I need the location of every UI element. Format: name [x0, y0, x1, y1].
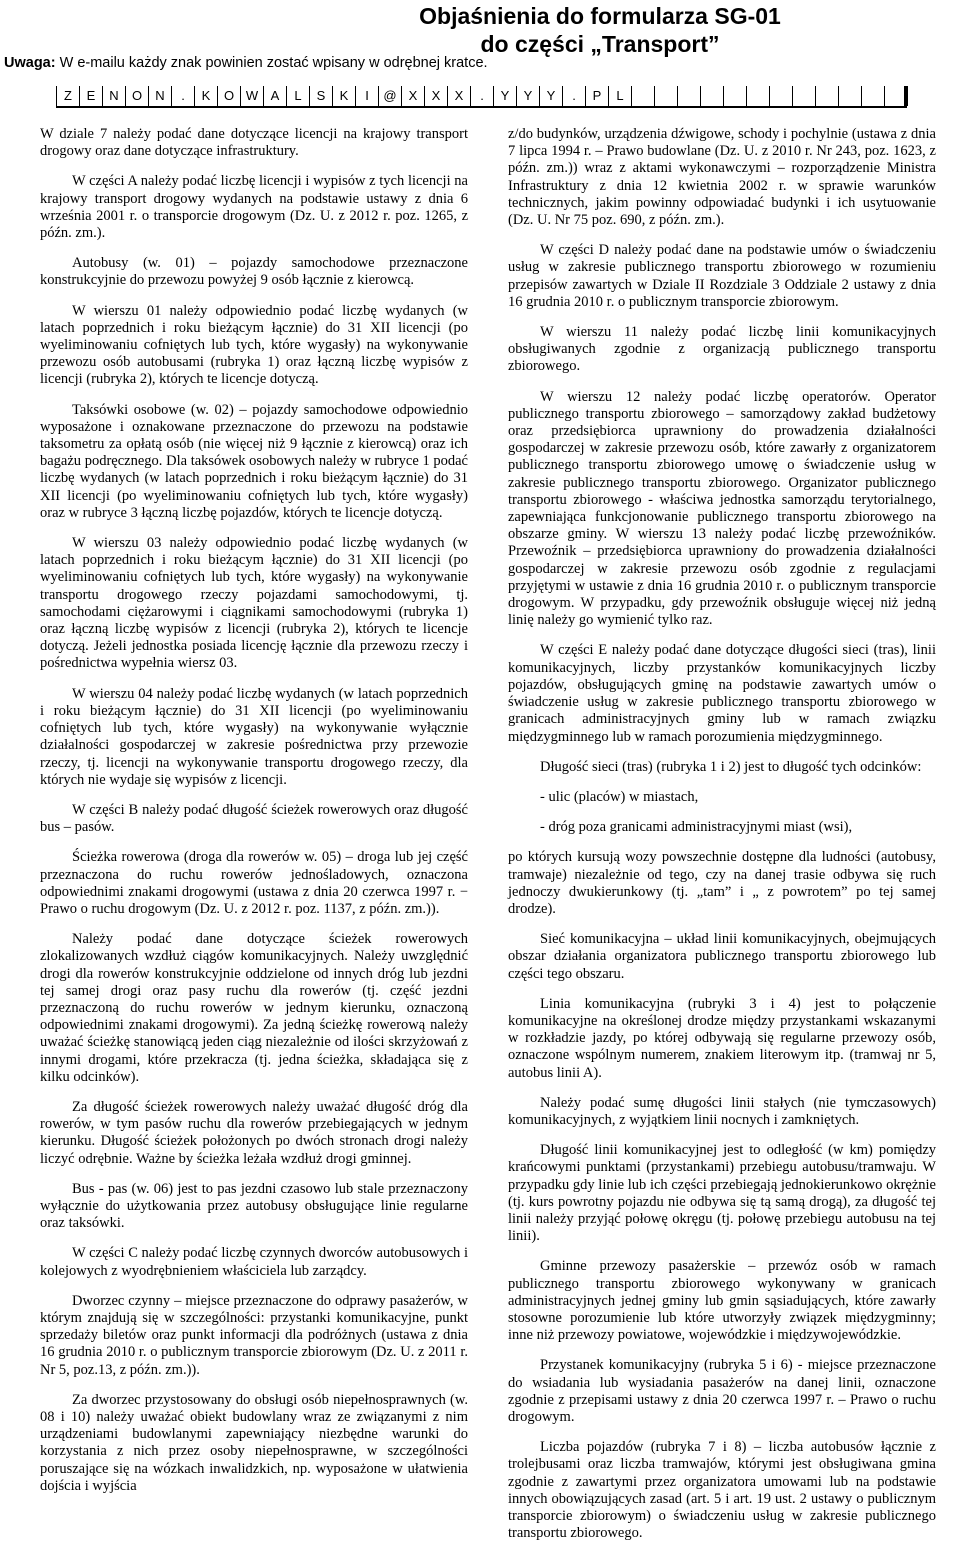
email-char-cell — [907, 86, 930, 106]
email-char-cell: Z — [56, 86, 79, 106]
left-paragraph: W części B należy podać długość ścieżek rowerowych oraz długość bus – pasów. — [40, 801, 468, 836]
email-char-cell: K — [194, 86, 217, 106]
email-char-cell: N — [148, 86, 171, 106]
right-paragraph: Gminne przewozy pasażerskie – przewóz osób w ramach publicznego transportu zbiorowego wykonywany w granicach administracyjnych jednej gminy lub gmin sąsiadujących, które zawarły stosowne porozumienie lub które utworzyły związek międzygminny; inne niż przewozy powiatowe, wojewódzkie i międzywojewódzkie. — [508, 1258, 936, 1344]
email-char-cell — [861, 86, 884, 106]
email-char-cell: Y — [493, 86, 516, 106]
right-paragraph: W części E należy podać dane dotyczące długości sieci (tras), linii komunikacyjnych, liczby przystanków komunikacyjnych liczby pojazdów, obsługujących gminę na podstawie zawartych umów o świadczenie usług w zakresie publicznego transportu zbiorowego w granicach administracyjnych gminy lub w ramach związku międzygminnego lub w ramach porozumienia międzygminnego. — [508, 642, 936, 745]
uwaga-label: Uwaga: — [4, 55, 56, 71]
right-paragraph: Długość sieci (tras) (rubryka 1 i 2) jest to długość tych odcinków: — [540, 758, 922, 775]
left-paragraph: Bus - pas (w. 06) jest to pas jezdni czasowo lub stale przeznaczony wyłącznie do użytkowania przez autobusy obsługujące linie regularne oraz taksówki. — [40, 1180, 468, 1232]
right-paragraph: Długość linii komunikacyjnej jest to odległość (w km) pomiędzy krańcowymi punktami (przystankami) przebiegu autobusu/tramwaju. W przypadku gdy linie lub ich części przebiegają jednokierunkowo okrężnie (tj. kurs powrotny pojazdu nie odbywa się tą samą drogą), za długość tej linii należy przyjąć połowę okręgu (tj. połowę przebiegu autobusu na tej linii). — [508, 1142, 936, 1245]
email-char-cell: X — [401, 86, 424, 106]
email-char-cell: A — [263, 86, 286, 106]
email-char-cell — [746, 86, 769, 106]
right-paragraph: - dróg poza granicami administracyjnymi miast (wsi), — [540, 819, 853, 836]
email-char-cell: I — [355, 86, 378, 106]
right-paragraph: W wierszu 12 należy podać liczbę operatorów. Operator publicznego transportu zbiorowego – samorządowy zakład budżetowy oraz przedsiębiorca uprawniony do prowadzenia działalności gospodarczej w zakresie przewozu osób, które zawarły z organizatorem publicznego transportu zbiorowego umowę o świadczenie usług w zakresie publicznego transportu zbiorowego. Organizator publicznego transportu zbiorowego - właściwa jednostka samorządu terytorialnego, zapewniająca funkcjonowanie publicznego transportu zbiorowego na obszarze gminy. W wierszu 13 należy podać liczbę przewoźników. Przewoźnik – przedsiębiorca uprawniony do prowadzenia działalności gospodarczej w zakresie przewozu osób zgodnie z regulacjami przyjętymi w ustawie z dnia 16 grudnia 2010 r. o publicznym transporcie drogowym. W przypadku, gdy przewoźnik obsługuje więcej niż jedną linię należy go wymienić tylko raz. — [508, 388, 936, 629]
left-paragraph: Za długość ścieżek rowerowych należy uważać długość dróg dla rowerów, w tym pasów ruchu dla rowerów przebiegających w jednym kierunku. Długość ścieżek położonych po dwóch stronach drogi należy liczyć odrębnie. Ważne by ścieżka leżała wzdłuż drogi gminnej. — [40, 1098, 468, 1167]
right-paragraph: Sieć komunikacyjna – układ linii komunikacyjnych, obejmujących obszar działania organizatora publicznego transportu zbiorowego lub części tego obszaru. — [508, 931, 936, 982]
email-char-cell: S — [309, 86, 332, 106]
email-char-cell — [792, 86, 815, 106]
right-column — [508, 126, 936, 1555]
email-char-cell — [815, 86, 838, 106]
email-char-cell: L — [608, 86, 631, 106]
left-paragraph: Autobusy (w. 01) – pojazdy samochodowe przeznaczone konstrukcyjnie do przewozu powyżej 9 osób łącznie z kierowcą. — [40, 255, 468, 289]
email-char-cell: Y — [516, 86, 539, 106]
left-paragraph: Dworzec czynny – miejsce przeznaczone do odprawy pasażerów, w którym znajdują się w szczególności: przystanki komunikacyjne, punkt sprzedaży biletów oraz punkt informacji dla podróżnych (ustawa z dnia 16 grudnia 2010 r. o publicznym transporcie zbiorowym (Dz. U. z 2011 r. Nr 5, poz.13, z późn. zm.)). — [40, 1292, 468, 1378]
right-paragraph: W wierszu 11 należy podać liczbę linii komunikacyjnych obsługiwanych zgodnie z organizacją publicznego transportu zbiorowego. — [508, 324, 936, 375]
email-char-cell: Y — [539, 86, 562, 106]
email-char-cell — [654, 86, 677, 106]
right-paragraph: po których kursują wozy powszechnie dostępne dla ludności (autobusy, tramwaje) niezależnie od tego, czy na danej trasie odbywa się ruch jednoczy dwukierunkowy (tj. „tam” i „ z powrotem” po tej samej drodze). — [508, 849, 936, 917]
right-paragraph: z/do budynków, urządzenia dźwigowe, schody i pochylnie (ustawa z dnia 7 lipca 1994 r. – Prawo budowlane (Dz. U. z 2010 r. Nr 243, poz. 1623, z późn. zm.)) wraz z aktami wykonawczymi – rozporządzenie Ministra Infrastruktury z dnia 12 kwietnia 2002 r. w sprawie warunków technicznych, jakim powinny odpowiadać budynki i ich usytuowanie (Dz. U. Nr 75 poz. 690, z późn. zm.). — [508, 126, 936, 229]
email-char-cell — [723, 86, 746, 106]
right-paragraph: Linia komunikacyjna (rubryki 3 i 4) jest to połączenie komunikacyjne na określonej drodze między przystankami wskazanymi w rozkładzie jazdy, po której odbywają się regularne przewozy osób, oznaczone wspólnym numerem, znakiem literowym itp. (tramwaj nr 5, autobus linii A). — [508, 995, 936, 1081]
left-column — [40, 126, 468, 1508]
uwaga-text: W e-mailu każdy znak powinien zostać wpisany w odrębnej kratce. — [55, 55, 488, 71]
left-paragraph: Należy podać dane dotyczące ścieżek rowerowych zlokalizowanych wzdłuż ciągów komunikacyjnych. Należy uwzględnić drogi dla rowerów konstrukcyjnie oddzielone od innych dróg lub jezdni tej samej drogi oraz pasy ruchu dla rowerów (tj. część jezdni przeznaczoną do ruchu rowerów w jednym kierunku, oznaczoną odpowiednimi znakami drogowymi). Za jedną ścieżkę rowerową należy uważać ścieżkę stanowiącą jeden ciąg niezależnie od ilości skrzyżowań z innymi drogami, które przekracza (tj. jedna ścieżka, składająca się z kilku odcinków). — [40, 931, 468, 1085]
email-char-cell: X — [424, 86, 447, 106]
email-char-cell: X — [447, 86, 470, 106]
email-char-cell: K — [332, 86, 355, 106]
email-char-cell: @ — [378, 86, 401, 106]
email-char-cell: E — [79, 86, 102, 106]
email-char-cell — [769, 86, 792, 106]
email-char-cell: . — [470, 86, 493, 106]
left-paragraph: W wierszu 01 należy odpowiednio podać liczbę wydanych (w latach poprzednich i roku bieżącym łącznie) do 31 XII licencji (po wyeliminowaniu cofniętych lub tych, które wygasły) na wykonywanie przewozu osób autobusami (rubryka 1) oraz łączną liczbę wypisów z licencji (rubryka 2), których te licencje dotyczą. — [40, 302, 468, 388]
right-paragraph: Liczba pojazdów (rubryka 7 i 8) – liczba autobusów łącznie z trolejbusami oraz liczba tramwajów, którymi jest obsługiwana gmina zgodnie z zawartymi przez organizatora umowami lub na podstawie innych obowiązujących zasad (art. 5 i art. 19 ust. 2 ustawy o publicznym transporcie zbiorowym) o świadczeniu usług w zakresie publicznego transportu zbiorowego. — [508, 1439, 936, 1542]
email-char-cell: N — [102, 86, 125, 106]
right-paragraph: Należy podać sumę długości linii stałych (nie tymczasowych) komunikacyjnych, z wyjątkiem linii nocnych i zamkniętych. — [508, 1094, 936, 1128]
page-title: Objaśnienia do formularza SG-01 — [419, 3, 781, 29]
email-char-cell — [700, 86, 723, 106]
email-char-cell: L — [286, 86, 309, 106]
page-subtitle: do części „Transport” — [480, 31, 720, 57]
email-char-cell — [631, 86, 654, 106]
email-char-cell: W — [240, 86, 263, 106]
email-char-cell — [884, 86, 907, 106]
email-char-cell — [838, 86, 861, 106]
right-paragraph: - ulic (placów) w miastach, — [540, 788, 699, 805]
email-char-cell: O — [217, 86, 240, 106]
left-paragraph: W części C należy podać liczbę czynnych dworców autobusowych i kolejowych z wyodrębnieniem właściciela lub zarządcy. — [40, 1245, 468, 1279]
email-grid — [56, 86, 907, 108]
right-paragraph: Przystanek komunikacyjny (rubryka 5 i 6) - miejsce przeznaczone do wsiadania lub wysiadania pasażerów na danej linii, oznaczone zgodnie z przepisami ustawy z dnia 20 czerwca 1997 r. – Prawo o ruchu drogowym. — [508, 1357, 936, 1425]
email-char-cell: . — [562, 86, 585, 106]
left-paragraph: W części A należy podać liczbę licencji i wypisów z tych licencji na krajowy transport drogowy wydanych na podstawie ustawy z dnia 6 września 2001 r. o transporcie drogowym (Dz. U. z 2012 r. poz. 1265, z późn. zm.). — [40, 173, 468, 242]
email-char-cell — [677, 86, 700, 106]
uwaga-note — [4, 55, 488, 71]
right-paragraph: W części D należy podać dane na podstawie umów o świadczeniu usług w zakresie publicznego transportu zbiorowego w rozumieniu przepisów zawartych w Dziale II Rozdziale 3 Oddziale 2 ustawy z dnia 16 grudnia 2010 r. o publicznym transporcie zbiorowym. — [508, 242, 936, 310]
email-char-cell: O — [125, 86, 148, 106]
email-char-cell: P — [585, 86, 608, 106]
left-paragraph: Ścieżka rowerowa (droga dla rowerów w. 05) – droga lub jej część przeznaczona do ruchu rowerów jednośladowych, oznaczona odpowiednimi znakami drogowymi (ustawa z dnia 20 czerwca 1997 r. − Prawo o ruchu drogowym (Dz. U. z 2012 r. poz. 1137, z późn. zm.)). — [40, 849, 468, 917]
left-paragraph: Za dworzec przystosowany do obsługi osób niepełnosprawnych (w. 08 i 10) należy uważać obiekt budowlany wraz ze związanymi z nim urządzeniami budowlanymi zapewniający niezbędne warunki do korzystania z nich przez osoby niepełnosprawne, w szczególności poruszające się na wózkach inwalidzkich, np. wyposażone w ułatwienia dojścia i wyjścia — [40, 1391, 468, 1494]
left-paragraph: W wierszu 04 należy podać liczbę wydanych (w latach poprzednich i roku bieżącym łącznie) do 31 XII licencji (po wyeliminowaniu cofniętych lub tych, które wygasły) na wykonywanie wyłącznie działalności gospodarczej w zakresie pośrednictwa przy przewozie rzeczy, tj. licencji na wykonywanie transportu drogowego rzeczy, dla których nie wydaje się wypisów z licencji. — [40, 685, 468, 788]
left-paragraph: Taksówki osobowe (w. 02) – pojazdy samochodowe odpowiednio wyposażone i oznakowane przeznaczone do przewozu na podstawie taksometru za opłatą osób (nie więcej niż 9 łącznie z kierowcą) oraz ich bagażu podręcznego. Dla taksówek osobowych należy w rubryce 1 podać liczbę wydanych (w latach poprzednich i roku bieżącym łącznie) do 31 XII licencji (po wyeliminowaniu cofniętych lub tych, które wygasły) oraz w rubryce 3 łączną liczbę pojazdów, których te licencje dotyczą. — [40, 401, 468, 521]
email-char-cell: . — [171, 86, 194, 106]
left-paragraph: W dziale 7 należy podać dane dotyczące licencji na krajowy transport drogowy oraz dane dotyczące infrastruktury. — [40, 126, 468, 160]
left-paragraph: W wierszu 03 należy odpowiednio podać liczbę wydanych (w latach poprzednich i roku bieżącym łącznie) do 31 XII licencji (po wyeliminowaniu cofniętych lub tych, które wygasły) na wykonywanie transportu drogowego rzeczy pojazdami samochodowymi, tj. samochodami ciężarowymi i ciągnikami samochodowymi (rubryka 1) oraz łączną liczbę wypisów z licencji (rubryka 2), których te licencje dotyczą. Jeżeli jednostka posiada licencję łącznie dla przewozu rzeczy i pośrednictwa wypełnia wiersz 03. — [40, 535, 468, 672]
